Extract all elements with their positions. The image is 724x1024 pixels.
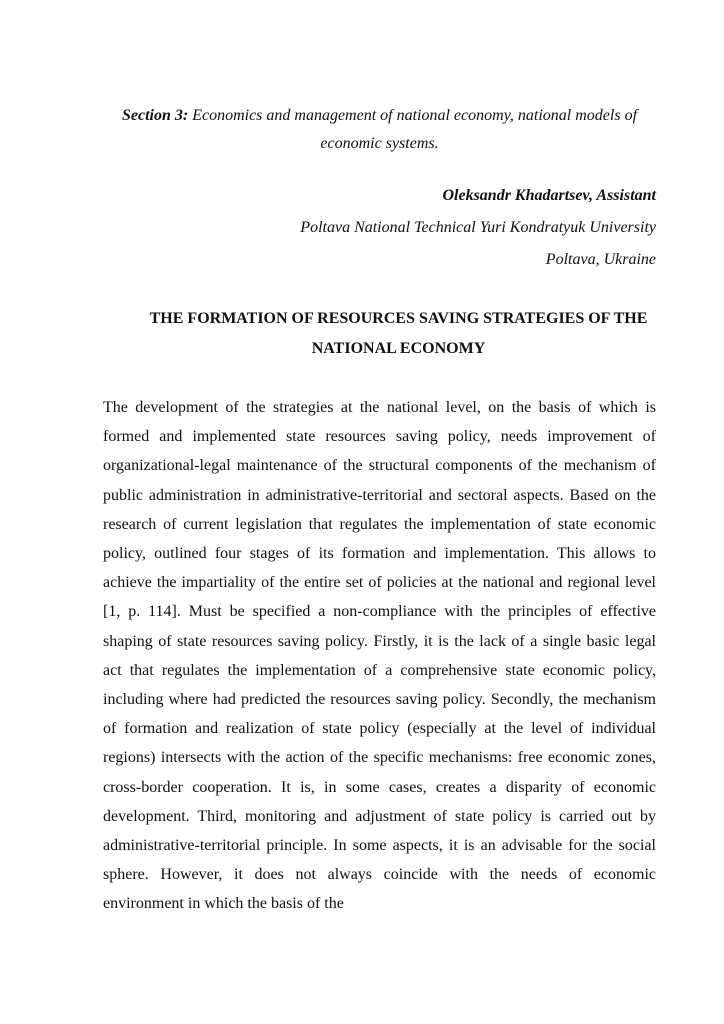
author-name: Oleksandr Khadartsev, Assistant [442,187,656,204]
paper-title: THE FORMATION OF RESOURCES SAVING STRATEGIES OF THE NATIONAL ECONOMY [149,310,648,357]
document-page [103,102,656,919]
section-label: Section 3: [121,107,189,124]
author-affiliation: Poltava National Technical Yuri Kondratyuk University [300,219,656,236]
author-location: Poltava, Ukraine [545,251,656,268]
section-heading [103,102,656,158]
author-block [103,180,656,276]
body-paragraph: The development of the strategies at the national level, on the basis of which is formed and implemented state resources saving policy, needs improvement of organizational-legal maintenance of the structural components of the mechanism of public administration in administrative-territorial and sectoral aspects. Based on the research of current legislation that regulates the implementation of state economic policy, outlined four stages of its formation and implementation. This allows to achieve the impartiality of the entire set of policies at the national and regional level [1, p. 114]. Must be specified a non-compliance with the principles of effective shaping of state resources saving policy. Firstly, it is the lack of a single basic legal act that regulates the implementation of a comprehensive state economic policy, including where had predicted the resources saving policy. Secondly, the mechanism of formation and realization of state policy (especially at the level of individual regions) intersects with the action of the specific mechanisms: free economic zones, cross-border cooperation. It is, in some cases, creates a disparity of economic development. Third, monitoring and adjustment of state policy is carried out by administrative-territorial principle. In some aspects, it is an advisable for the social sphere. However, it does not always coincide with the needs of economic environment in which the basis of the [103,399,656,913]
section-text: Economics and management of national economy, national models of economic systems. [192,107,638,152]
